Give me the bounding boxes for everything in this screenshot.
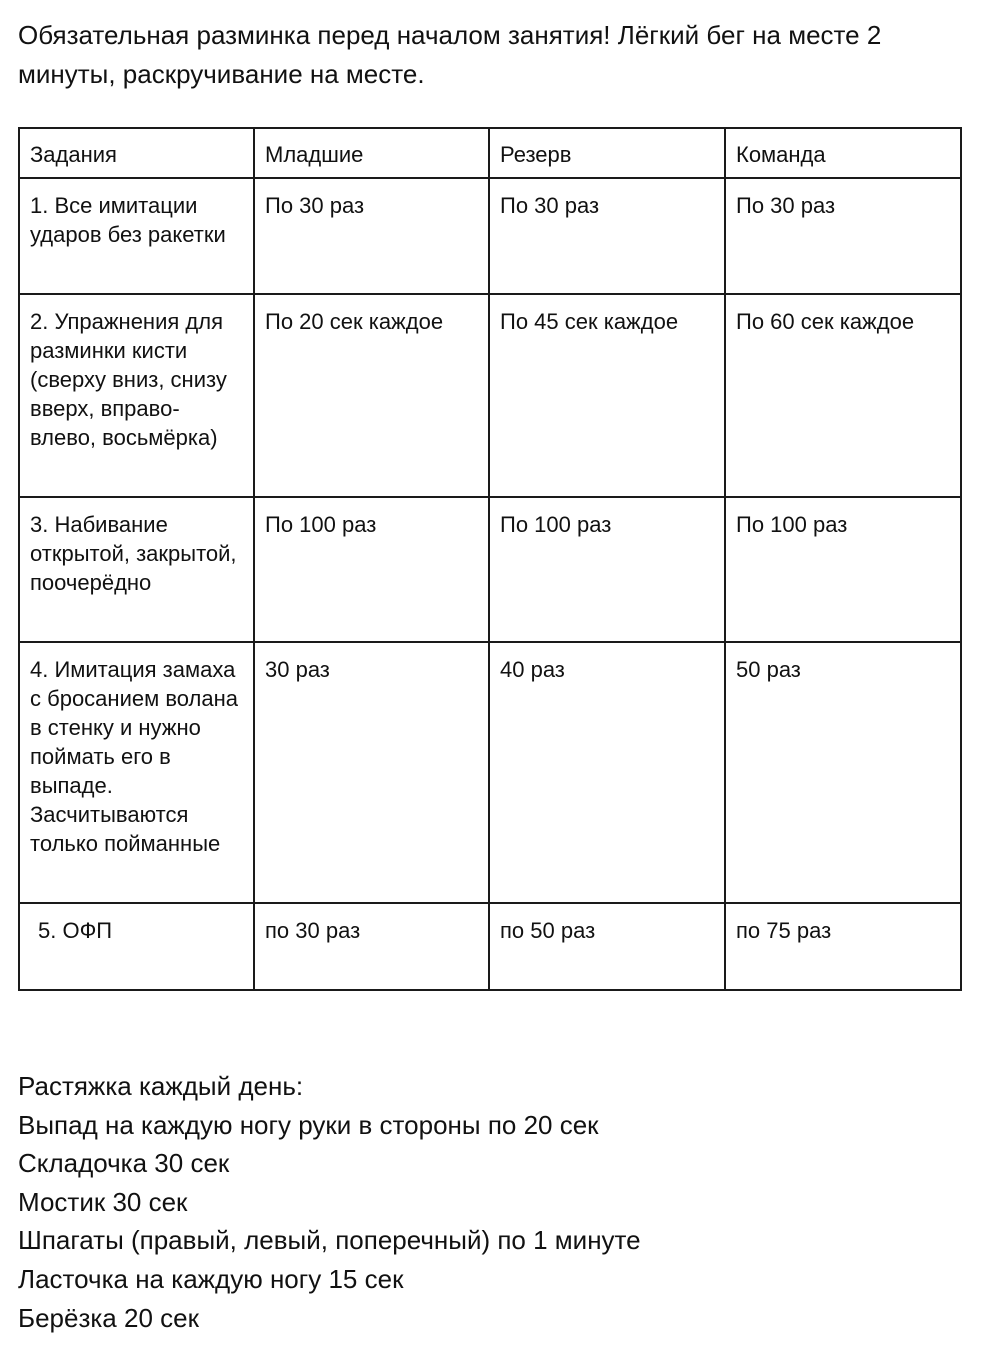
junior-cell: по 30 раз [254, 903, 489, 990]
stretching-title: Растяжка каждый день: [18, 1071, 304, 1101]
reserve-cell: По 45 сек каждое [489, 294, 725, 497]
reserve-cell: По 30 раз [489, 178, 725, 294]
stretching-item: Ласточка на каждую ногу 15 сек [18, 1263, 404, 1294]
header-reserve: Резерв [489, 128, 725, 178]
table-row [19, 642, 961, 903]
junior-cell: 30 раз [254, 642, 489, 903]
table-row [19, 294, 961, 497]
stretching-item: Складочка 30 сек [18, 1148, 230, 1179]
junior-cell: По 20 сек каждое [254, 294, 489, 497]
team-cell: По 30 раз [725, 178, 961, 294]
reserve-cell: 40 раз [489, 642, 725, 903]
task-cell: 4. Имитация замаха с бросанием волана в стенку и нужно поймать его в выпаде. Засчитываются только пойманные [19, 642, 254, 903]
stretching-item: Выпад на каждую ногу руки в стороны по 20 сек [18, 1109, 599, 1140]
intro-text: Обязательная разминка перед началом занятия! Лёгкий бег на месте 2 минуты, раскручивание на месте. [18, 20, 882, 89]
stretching-item: Шпагаты (правый, левый, поперечный) по 1 минуте [18, 1225, 641, 1256]
task-cell: 2. Упражнения для разминки кисти (сверху вниз, снизу вверх, вправо- влево, восьмёрка) [19, 294, 254, 497]
stretching-section [18, 1067, 968, 1337]
junior-cell: По 30 раз [254, 178, 489, 294]
table-row [19, 903, 961, 990]
table-row [19, 178, 961, 294]
task-cell: 5. ОФП [19, 903, 254, 990]
team-cell: по 75 раз [725, 903, 961, 990]
workout-table [18, 127, 962, 991]
reserve-cell: по 50 раз [489, 903, 725, 990]
stretching-item: Мостик 30 сек [18, 1186, 188, 1217]
team-cell: 50 раз [725, 642, 961, 903]
team-cell: По 60 сек каждое [725, 294, 961, 497]
task-cell: 1. Все имитации ударов без ракетки [19, 178, 254, 294]
task-cell: 3. Набивание открытой, закрытой, поочерёдно [19, 497, 254, 642]
reserve-cell: По 100 раз [489, 497, 725, 642]
stretching-item: Берёзка 20 сек [18, 1302, 199, 1333]
junior-cell: По 100 раз [254, 497, 489, 642]
header-team: Команда [725, 128, 961, 178]
header-junior: Младшие [254, 128, 489, 178]
table-row [19, 497, 961, 642]
header-tasks: Задания [19, 128, 254, 178]
table-header-row [19, 128, 961, 178]
team-cell: По 100 раз [725, 497, 961, 642]
